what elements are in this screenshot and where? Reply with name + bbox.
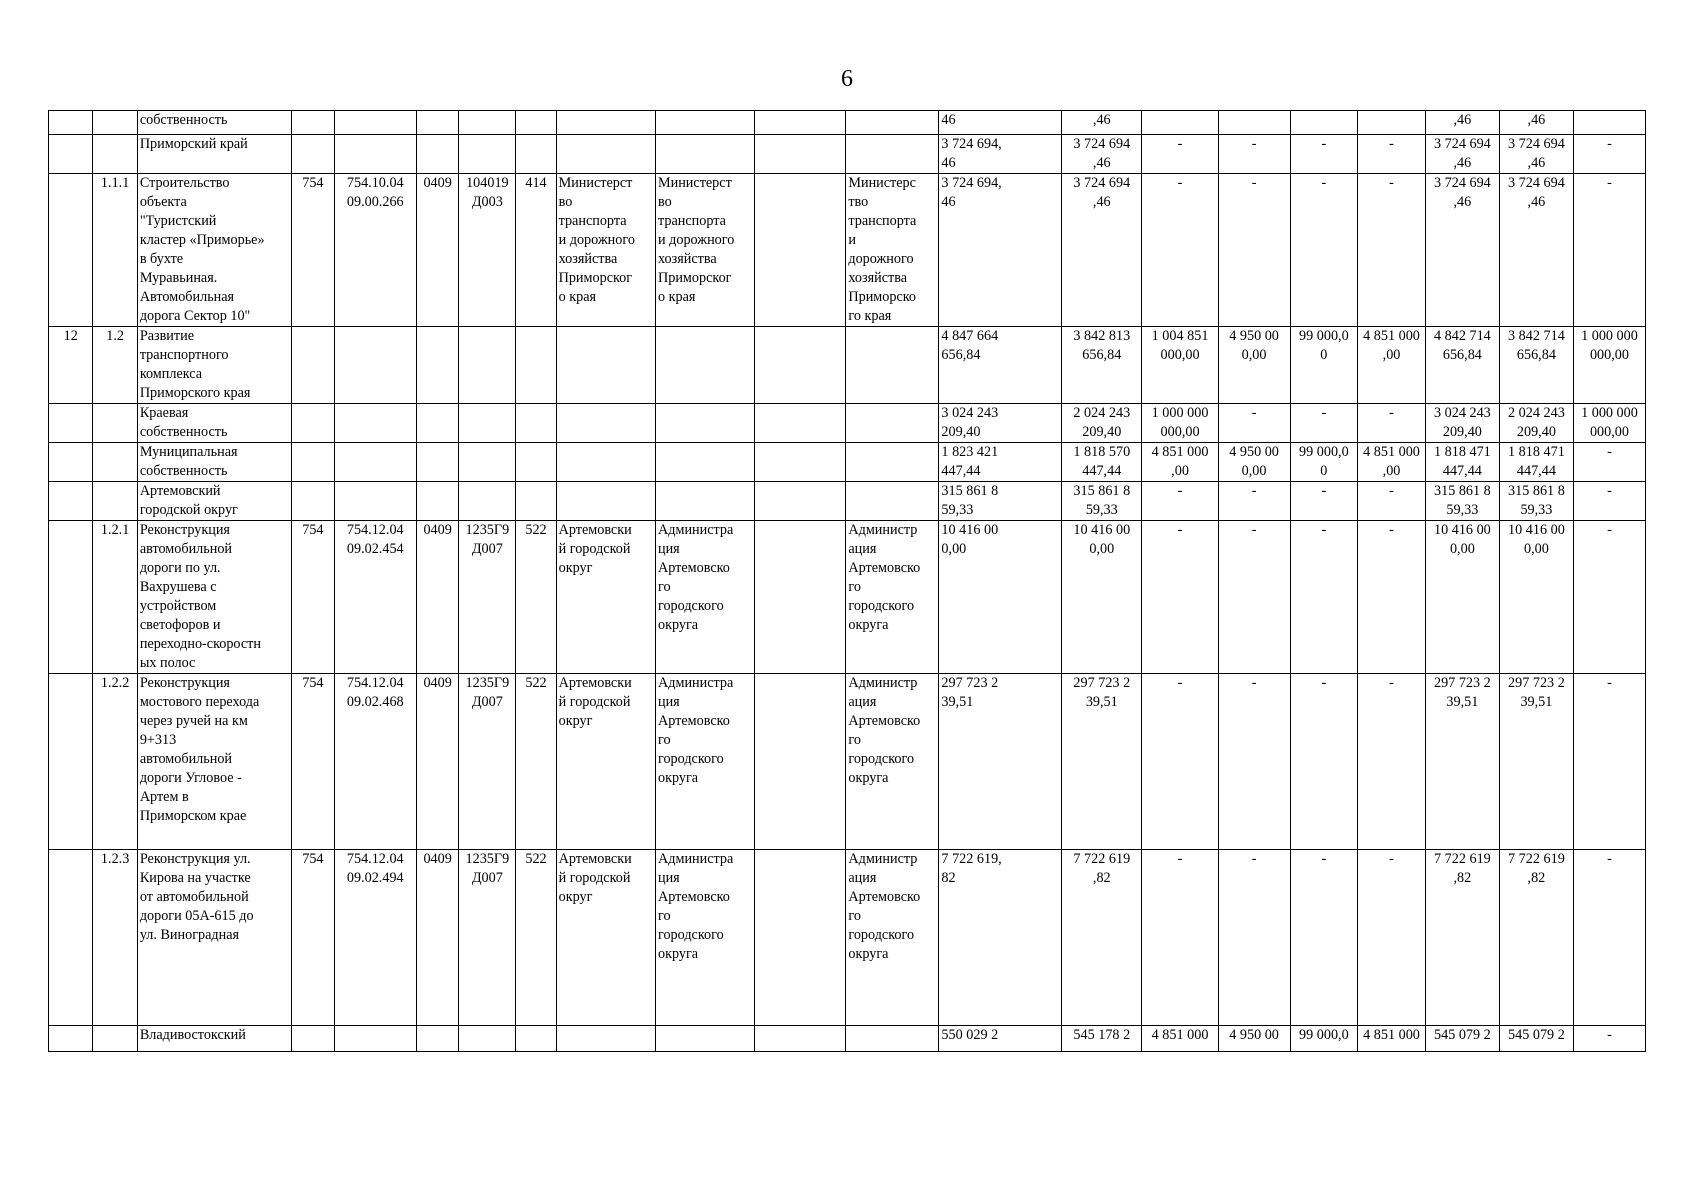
table-cell: [49, 674, 93, 850]
table-cell: 297 723 2 39,51: [1425, 674, 1499, 850]
table-cell: -: [1142, 135, 1218, 174]
table-cell: Реконструкция мостового перехода через ручей на км 9+313 автомобильной дороги Угловое - Артем в Приморском крае: [137, 674, 291, 850]
table-cell: [846, 404, 939, 443]
table-cell: -: [1573, 443, 1645, 482]
table-cell: 297 723 2 39,51: [939, 674, 1062, 850]
table-cell: 1 818 570 447,44: [1062, 443, 1142, 482]
table-cell: [49, 174, 93, 327]
table-cell: 7 722 619, 82: [939, 850, 1062, 1026]
table-cell: 1 000 000 000,00: [1573, 404, 1645, 443]
table-cell: 1235Г9 Д007: [459, 850, 516, 1026]
table-cell: [656, 482, 755, 521]
table-cell: [656, 443, 755, 482]
table-cell: [459, 482, 516, 521]
table-cell: 1 818 471 447,44: [1499, 443, 1573, 482]
table-cell: 545 178 2: [1062, 1026, 1142, 1052]
table-cell: -: [1358, 404, 1426, 443]
table-cell: [656, 135, 755, 174]
table-cell: Приморский край: [137, 135, 291, 174]
table-cell: [846, 111, 939, 135]
table-cell: [846, 135, 939, 174]
table-cell: [292, 327, 334, 404]
table-cell: [556, 1026, 655, 1052]
table-cell: [516, 135, 556, 174]
table-cell: Министерс тво транспорта и дорожного хозяйства Приморско го края: [846, 174, 939, 327]
table-cell: [846, 443, 939, 482]
table-cell: -: [1358, 521, 1426, 674]
table-cell: 1.2.1: [93, 521, 137, 674]
table-cell: 522: [516, 521, 556, 674]
table-cell: 3 842 714 656,84: [1499, 327, 1573, 404]
table-cell: [1218, 111, 1290, 135]
table-cell: [556, 135, 655, 174]
table-cell: [292, 443, 334, 482]
table-cell: 754.12.04 09.02.468: [334, 674, 416, 850]
table-cell: 315 861 8 59,33: [939, 482, 1062, 521]
table-cell: [516, 404, 556, 443]
table-cell: 3 024 243 209,40: [939, 404, 1062, 443]
table-cell: [656, 404, 755, 443]
table-cell: [49, 850, 93, 1026]
table-cell: Артемовски й городской округ: [556, 521, 655, 674]
table-cell: -: [1218, 174, 1290, 327]
table-cell: -: [1142, 174, 1218, 327]
table-cell: 550 029 2: [939, 1026, 1062, 1052]
table-cell: 3 842 813 656,84: [1062, 327, 1142, 404]
table-cell: Реконструкция автомобильной дороги по ул. Вахрушева с устройством светофоров и переходно-скоростн ых полос: [137, 521, 291, 674]
table-cell: 754: [292, 674, 334, 850]
table-cell: [334, 443, 416, 482]
table-cell: -: [1358, 850, 1426, 1026]
table-cell: [93, 1026, 137, 1052]
table-cell: -: [1573, 482, 1645, 521]
table-cell: 99 000,0 0: [1290, 443, 1358, 482]
table-cell: -: [1573, 850, 1645, 1026]
table-cell: Министерст во транспорта и дорожного хозяйства Приморског о края: [556, 174, 655, 327]
table-cell: [334, 482, 416, 521]
table-cell: 10 416 00 0,00: [1425, 521, 1499, 674]
table-cell: 3 724 694 ,46: [1499, 174, 1573, 327]
table-cell: [755, 443, 846, 482]
table-cell: [516, 1026, 556, 1052]
table-cell: 0409: [417, 850, 459, 1026]
table-cell: [292, 135, 334, 174]
table-cell: -: [1290, 482, 1358, 521]
table-cell: 10 416 00 0,00: [1499, 521, 1573, 674]
table-cell: 545 079 2: [1499, 1026, 1573, 1052]
table-cell: [459, 135, 516, 174]
table-cell: 4 842 714 656,84: [1425, 327, 1499, 404]
table-cell: 2 024 243 209,40: [1062, 404, 1142, 443]
table-cell: [755, 111, 846, 135]
table-cell: 545 079 2: [1425, 1026, 1499, 1052]
table-cell: 3 724 694 ,46: [1062, 135, 1142, 174]
table-cell: 4 950 00 0,00: [1218, 327, 1290, 404]
table-cell: [1142, 111, 1218, 135]
table-cell: [334, 327, 416, 404]
table-cell: [656, 111, 755, 135]
table-cell: [49, 521, 93, 674]
table-row: [49, 521, 1646, 674]
table-cell: 1 818 471 447,44: [1425, 443, 1499, 482]
table-cell: 1.2: [93, 327, 137, 404]
table-cell: Артемовский городской округ: [137, 482, 291, 521]
table-cell: [417, 482, 459, 521]
table-cell: -: [1142, 674, 1218, 850]
table-cell: -: [1218, 482, 1290, 521]
table-cell: 1235Г9 Д007: [459, 521, 516, 674]
table-cell: [417, 404, 459, 443]
table-cell: Развитие транспортного комплекса Приморского края: [137, 327, 291, 404]
table-cell: [755, 521, 846, 674]
table-cell: 1 004 851 000,00: [1142, 327, 1218, 404]
table-cell: [334, 135, 416, 174]
table-cell: [292, 1026, 334, 1052]
table-cell: [93, 443, 137, 482]
table-cell: [755, 674, 846, 850]
table-cell: -: [1218, 135, 1290, 174]
table-cell: -: [1358, 135, 1426, 174]
table-cell: [292, 111, 334, 135]
table-cell: Администра ция Артемовско го городского округа: [656, 850, 755, 1026]
table-cell: 1.2.2: [93, 674, 137, 850]
table-cell: [846, 1026, 939, 1052]
table-cell: 522: [516, 674, 556, 850]
table-cell: -: [1573, 674, 1645, 850]
table-cell: -: [1290, 135, 1358, 174]
table-cell: -: [1218, 674, 1290, 850]
table-cell: [334, 404, 416, 443]
table-cell: 297 723 2 39,51: [1062, 674, 1142, 850]
table-cell: [417, 327, 459, 404]
table-cell: [49, 482, 93, 521]
table-cell: [516, 482, 556, 521]
table-row: [49, 111, 1646, 135]
table-cell: 3 724 694 ,46: [1425, 174, 1499, 327]
table-cell: 1 000 000 000,00: [1142, 404, 1218, 443]
table-cell: -: [1290, 404, 1358, 443]
table-cell: 315 861 8 59,33: [1425, 482, 1499, 521]
table-cell: Муниципальная собственность: [137, 443, 291, 482]
table-cell: 7 722 619 ,82: [1499, 850, 1573, 1026]
table-cell: [49, 404, 93, 443]
table-cell: [459, 1026, 516, 1052]
table-row: [49, 482, 1646, 521]
table-cell: Администра ция Артемовско го городского округа: [656, 521, 755, 674]
table-cell: 1235Г9 Д007: [459, 674, 516, 850]
table-cell: Строительство объекта "Туристский кластер «Приморье» в бухте Муравьиная. Автомобильная дорога Сектор 10": [137, 174, 291, 327]
table-cell: [49, 111, 93, 135]
budget-table: [48, 110, 1646, 1052]
table-cell: -: [1358, 674, 1426, 850]
table-cell: 315 861 8 59,33: [1062, 482, 1142, 521]
table-cell: -: [1573, 1026, 1645, 1052]
table-cell: 3 724 694 ,46: [1499, 135, 1573, 174]
table-cell: 4 950 00: [1218, 1026, 1290, 1052]
table-cell: [93, 135, 137, 174]
table-cell: 104019 Д003: [459, 174, 516, 327]
table-cell: 4 851 000 ,00: [1142, 443, 1218, 482]
table-cell: -: [1573, 174, 1645, 327]
table-cell: 414: [516, 174, 556, 327]
table-cell: -: [1142, 521, 1218, 674]
table-cell: Артемовски й городской округ: [556, 850, 655, 1026]
table-cell: Артемовски й городской округ: [556, 674, 655, 850]
table-cell: -: [1290, 174, 1358, 327]
table-cell: 1 823 421 447,44: [939, 443, 1062, 482]
table-cell: 754: [292, 174, 334, 327]
table-cell: ,46: [1425, 111, 1499, 135]
table-row: [49, 850, 1646, 1026]
table-cell: 754.12.04 09.02.454: [334, 521, 416, 674]
table-cell: 4 950 00 0,00: [1218, 443, 1290, 482]
table-cell: [755, 482, 846, 521]
table-cell: -: [1290, 850, 1358, 1026]
table-cell: [755, 174, 846, 327]
table-cell: 1.2.3: [93, 850, 137, 1026]
table-cell: 4 851 000 ,00: [1358, 327, 1426, 404]
page-number: 6: [841, 66, 853, 92]
table-cell: 7 722 619 ,82: [1062, 850, 1142, 1026]
table-row: [49, 327, 1646, 404]
table-cell: 10 416 00 0,00: [1062, 521, 1142, 674]
table-cell: -: [1573, 135, 1645, 174]
table-cell: собственность: [137, 111, 291, 135]
table-cell: Администр ация Артемовско го городского округа: [846, 674, 939, 850]
table-body: [49, 111, 1646, 1052]
table-cell: [93, 404, 137, 443]
table-cell: [556, 482, 655, 521]
table-cell: 4 847 664 656,84: [939, 327, 1062, 404]
table-row: [49, 1026, 1646, 1052]
table-cell: [49, 1026, 93, 1052]
table-cell: 99 000,0 0: [1290, 327, 1358, 404]
table-row: [49, 135, 1646, 174]
table-cell: 754.12.04 09.02.494: [334, 850, 416, 1026]
table-cell: [1290, 111, 1358, 135]
table-cell: 0409: [417, 174, 459, 327]
table-cell: [417, 1026, 459, 1052]
table-cell: 522: [516, 850, 556, 1026]
table-cell: -: [1218, 850, 1290, 1026]
table-cell: [93, 111, 137, 135]
table-cell: 4 851 000 ,00: [1358, 443, 1426, 482]
table-cell: [656, 327, 755, 404]
table-cell: [556, 443, 655, 482]
table-cell: -: [1358, 482, 1426, 521]
table-cell: [417, 135, 459, 174]
table-cell: 4 851 000: [1142, 1026, 1218, 1052]
table-cell: [459, 111, 516, 135]
table-cell: Реконструкция ул. Кирова на участке от автомобильной дороги 05А-615 до ул. Виноградная: [137, 850, 291, 1026]
table-cell: [334, 111, 416, 135]
table-cell: -: [1218, 521, 1290, 674]
table-cell: ,46: [1499, 111, 1573, 135]
table-cell: [755, 135, 846, 174]
table-cell: 99 000,0: [1290, 1026, 1358, 1052]
table-cell: -: [1142, 850, 1218, 1026]
table-cell: [49, 135, 93, 174]
table-cell: [556, 404, 655, 443]
table-cell: Владивостокский: [137, 1026, 291, 1052]
table-cell: [1358, 111, 1426, 135]
table-cell: Министерст во транспорта и дорожного хозяйства Приморског о края: [656, 174, 755, 327]
table-cell: 4 851 000: [1358, 1026, 1426, 1052]
table-cell: 315 861 8 59,33: [1499, 482, 1573, 521]
table-cell: 3 724 694, 46: [939, 135, 1062, 174]
table-cell: [417, 111, 459, 135]
table-cell: -: [1358, 174, 1426, 327]
table-cell: 3 724 694 ,46: [1062, 174, 1142, 327]
table-cell: [459, 327, 516, 404]
table-cell: [556, 327, 655, 404]
table-cell: 10 416 00 0,00: [939, 521, 1062, 674]
table-cell: [417, 443, 459, 482]
table-cell: [755, 327, 846, 404]
table-cell: 0409: [417, 674, 459, 850]
table-row: [49, 674, 1646, 850]
table-cell: 3 724 694 ,46: [1425, 135, 1499, 174]
table-cell: Администр ация Артемовско го городского округа: [846, 521, 939, 674]
table-cell: -: [1290, 674, 1358, 850]
table-cell: 3 724 694, 46: [939, 174, 1062, 327]
table-cell: [292, 404, 334, 443]
table-cell: 12: [49, 327, 93, 404]
table-cell: [755, 404, 846, 443]
table-cell: 7 722 619 ,82: [1425, 850, 1499, 1026]
table-cell: [292, 482, 334, 521]
table-cell: [755, 850, 846, 1026]
table-cell: [516, 327, 556, 404]
table-cell: [656, 1026, 755, 1052]
table-cell: 754: [292, 850, 334, 1026]
table-cell: 297 723 2 39,51: [1499, 674, 1573, 850]
table-cell: -: [1142, 482, 1218, 521]
table-cell: [755, 1026, 846, 1052]
table-cell: [556, 111, 655, 135]
table-cell: 1 000 000 000,00: [1573, 327, 1645, 404]
table-cell: 754: [292, 521, 334, 674]
table-cell: Администра ция Артемовско го городского округа: [656, 674, 755, 850]
table-cell: [459, 404, 516, 443]
table-cell: 754.10.04 09.00.266: [334, 174, 416, 327]
table-row: [49, 404, 1646, 443]
table-cell: Краевая собственность: [137, 404, 291, 443]
table-cell: -: [1290, 521, 1358, 674]
table-row: [49, 443, 1646, 482]
table-cell: 46: [939, 111, 1062, 135]
table-cell: Администр ация Артемовско го городского округа: [846, 850, 939, 1026]
table-cell: 3 024 243 209,40: [1425, 404, 1499, 443]
table-cell: [334, 1026, 416, 1052]
table-cell: ,46: [1062, 111, 1142, 135]
table-cell: [1573, 111, 1645, 135]
table-cell: [516, 443, 556, 482]
table-cell: -: [1218, 404, 1290, 443]
table-cell: [516, 111, 556, 135]
table-cell: 2 024 243 209,40: [1499, 404, 1573, 443]
table-cell: [49, 443, 93, 482]
table-cell: [846, 327, 939, 404]
table-cell: 1.1.1: [93, 174, 137, 327]
table-cell: -: [1573, 521, 1645, 674]
table-cell: [93, 482, 137, 521]
table-cell: [459, 443, 516, 482]
table-cell: 0409: [417, 521, 459, 674]
table-cell: [846, 482, 939, 521]
table-row: [49, 174, 1646, 327]
